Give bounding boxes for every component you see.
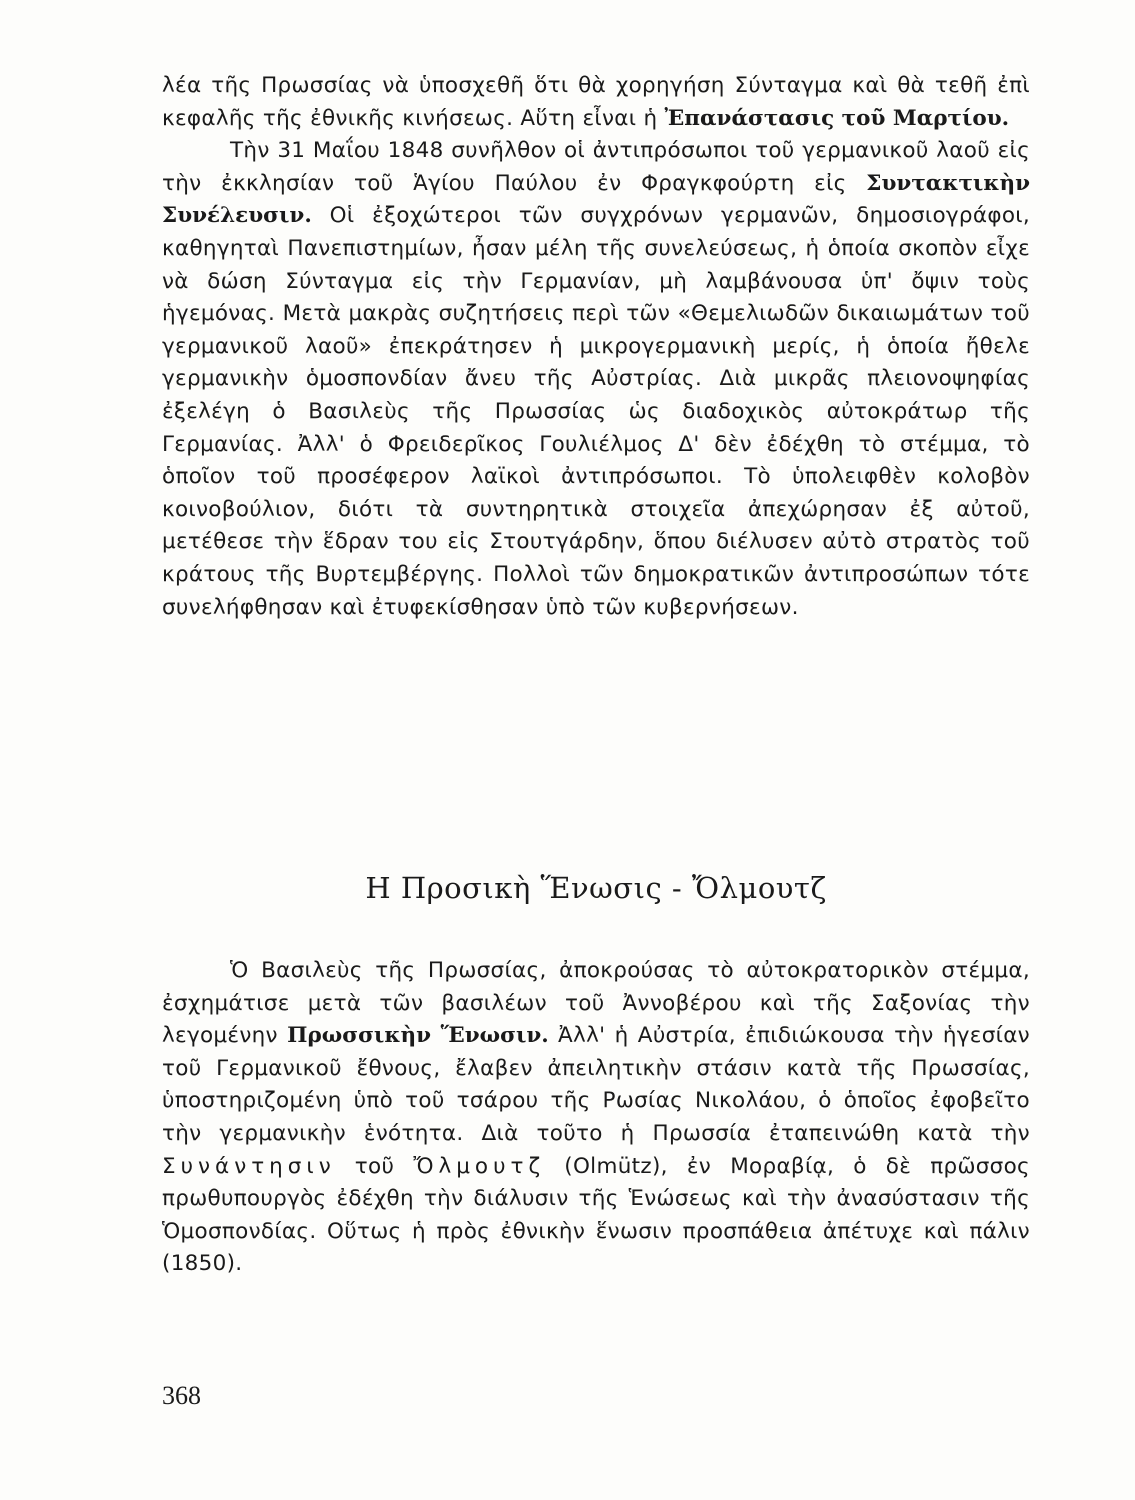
bold-term-prussian-union: Πρωσσικὴν Ἕνωσιν. (287, 1023, 549, 1049)
spaced-term-olmutz: Ὄλμουτζ (413, 1153, 546, 1179)
paragraph-march-revolution (162, 70, 1030, 135)
paragraph-text: λέα τῆς Πρωσσίας νὰ ὑποσχεθῆ ὅτι θὰ χορηγήση Σύνταγμα καὶ θὰ τεθῆ ἐπὶ κεφαλῆς τῆς ἐθνικῆς κινήσεως. Αὕτη εἶναι ἡ (162, 73, 1030, 131)
section-heading: Η Προσικὴ Ἕνωσις - Ὄλμουτζ (365, 871, 827, 905)
page-number: 368 (162, 1381, 201, 1410)
paragraph-frankfurt-assembly (162, 135, 1030, 624)
spaced-term-meeting: Συνάντησιν (162, 1153, 336, 1179)
bold-term-constituent-assembly: Συντακτικὴν Συνέλευσιν. (162, 170, 1030, 229)
text-section-prussian-union (162, 955, 1030, 1281)
paragraph-text: (Olmütz), ἐν Μοραβίᾳ, ὁ δὲ πρῶσσος πρωθυπουργὸς ἐδέχθη τὴν διάλυσιν τῆς Ἑνώσεως καὶ τὴν ἀνασύστασιν τῆς Ὁμοσπονδίας. Οὕτως ἡ πρὸς ἐθνικὴν ἕνωσιν προσπάθεια ἀπέτυχε καὶ πάλιν (1850). (162, 1153, 1030, 1277)
text-section-revolution (162, 70, 1030, 624)
paragraph-text: Οἱ ἐξοχώτεροι τῶν συγχρόνων γερμανῶν, δημοσιογράφοι, καθηγηταὶ Πανεπιστημίων, ἦσαν μέλη τῆς συνελεύσεως, ἡ ὁποία σκοπὸν εἶχε νὰ δώση Σύνταγμα εἰς τὴν Γερμανίαν, μὴ λαμβάνουσα ὑπ' ὄψιν τοὺς ἡγεμόνας. Μετὰ μακρὰς συζητήσεις περὶ τῶν «Θεμελιωδῶν δικαιωμάτων τοῦ γερμανικοῦ λαοῦ» ἐπεκράτησεν ἡ μικρογερμανικὴ μερίς, ἡ ὁποία ἤθελε γερμανικὴν ὁμοσπονδίαν ἄνευ τῆς Αὐστρίας. Διὰ μικρᾶς πλειονοψηφίας ἐξελέγη ὁ Βασιλεὺς τῆς Πρωσσίας ὡς διαδοχικὸς αὐτοκράτωρ τῆς Γερμανίας. Ἀλλ' ὁ Φρειδερῖκος Γουλιέλμος Δ' δὲν ἐδέχθη τὸ στέμμα, τὸ ὁποῖον τοῦ προσέφερον λαϊκοὶ ἀντιπρόσωποι. Τὸ ὑπολειφθὲν κολοβὸν κοινοβούλιον, διότι τὰ συντηρητικὰ στοιχεῖα ἀπεχώρησαν ἐξ αὐτοῦ, μετέθεσε τὴν ἕδραν του εἰς Στουτγάρδην, ὅπου διέλυσεν αὐτὸ στρατὸς τοῦ κράτους τῆς Βυρτεμβέργης. Πολλοὶ τῶν δημοκρατικῶν ἀντιπροσώπων τότε συνελήφθησαν καὶ ἐτυφεκίσθησαν ὑπὸ τῶν κυβερνήσεων. (162, 203, 1030, 620)
paragraph-text: τοῦ (335, 1153, 414, 1179)
paragraph-text: Ἀλλ' ἡ Αὐστρία, ἐπιδιώκουσα τὴν ἡγεσίαν τοῦ Γερμανικοῦ ἔθνους, ἔλαβεν ἀπειλητικὴν στάσιν κατὰ τῆς Πρωσσίας, ὑποστηριζομένη ὑπὸ τοῦ τσάρου τῆς Ρωσίας Νικολάου, ὁ ὁποῖος ἐφοβεῖτο τὴν γερμανικὴν ἑνότητα. Διὰ τοῦτο ἡ Πρωσσία ἐταπεινώθη κατὰ τὴν (162, 1023, 1030, 1146)
paragraph-prussian-union (162, 955, 1030, 1281)
paragraph-text: Τὴν 31 Μαΐου 1848 συνῆλθον οἱ ἀντιπρόσωποι τοῦ γερμανικοῦ λαοῦ εἰς τὴν ἐκκλησίαν τοῦ Ἁγίου Παύλου ἐν Φραγκφούρτη εἰς (162, 138, 1030, 196)
bold-term-march-revolution: Ἐπανάστασις τοῦ Μαρτίου. (664, 105, 1010, 131)
paragraph-text: Ὁ Βασιλεὺς τῆς Πρωσσίας, ἀποκρούσας τὸ αὐτοκρατορικὸν στέμμα, ἐσχημάτισε μετὰ τῶν βασιλέων τοῦ Ἀννοβέρου καὶ τῆς Σαξονίας τὴν λεγομένην (162, 958, 1030, 1049)
